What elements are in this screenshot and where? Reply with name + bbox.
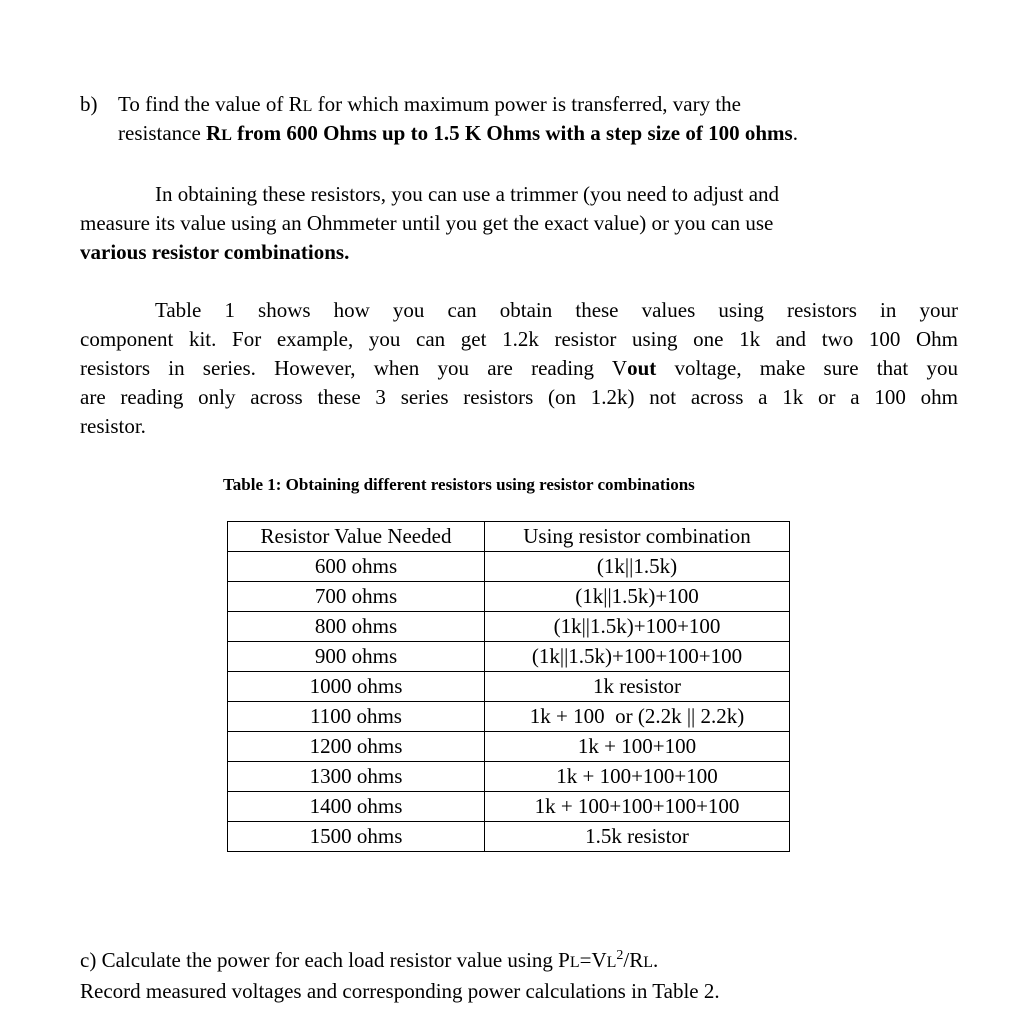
- table-cell: 800 ohms: [228, 612, 485, 642]
- section-c-line-2: Record measured voltages and corresponding power calculations in Table 2.: [80, 979, 720, 1003]
- section-b-line-2: resistance RL from 600 Ohms up to 1.5 K Ohms with a step size of 100 ohms.: [118, 121, 798, 145]
- table-cell: (1k||1.5k)+100+100+100: [485, 642, 790, 672]
- table-cell: 1.5k resistor: [485, 822, 790, 852]
- table-cell: 1k + 100+100+100+100: [485, 792, 790, 822]
- table-header-cell: Using resistor combination: [485, 522, 790, 552]
- paragraph-line: are reading only across these 3 series resistors (on 1.2k) not across a 1k or a 100 ohm: [80, 385, 958, 409]
- paragraph-line: In obtaining these resistors, you can use a trimmer (you need to adjust and: [155, 182, 780, 206]
- table-cell: 1300 ohms: [228, 762, 485, 792]
- table-header-row: [228, 522, 790, 552]
- table-cell: 1100 ohms: [228, 702, 485, 732]
- resistor-table: [227, 521, 790, 852]
- table-cell: (1k||1.5k)+100+100: [485, 612, 790, 642]
- table-row: [228, 552, 790, 582]
- table-row: [228, 792, 790, 822]
- section-c-line-1: c) Calculate the power for each load resistor value using $PL=VL^2/RL$.: [80, 948, 659, 972]
- paragraph-line: resistors in series. However, when you are reading Vout voltage, make sure that you: [80, 356, 958, 380]
- table-cell: 1000 ohms: [228, 672, 485, 702]
- table-cell: 1k resistor: [485, 672, 790, 702]
- table-row: [228, 702, 790, 732]
- table-cell: 600 ohms: [228, 552, 485, 582]
- paragraph-line: component kit. For example, you can get 1.2k resistor using one 1k and two 100 Ohm: [80, 327, 958, 351]
- paragraph-line: measure its value using an Ohmmeter until you get the exact value) or you can use: [80, 211, 774, 235]
- table-row: [228, 822, 790, 852]
- table-cell: 700 ohms: [228, 582, 485, 612]
- table-header-cell: Resistor Value Needed: [228, 522, 485, 552]
- paragraph-table-intro: [80, 296, 958, 441]
- table-row: [228, 582, 790, 612]
- section-c: [80, 946, 720, 1006]
- table-cell: 1k + 100 or (2.2k || 2.2k): [485, 702, 790, 732]
- table-row: [228, 612, 790, 642]
- table-row: [228, 762, 790, 792]
- paragraph-line-bold: various resistor combinations.: [80, 240, 350, 264]
- table-cell: 1k + 100+100+100: [485, 762, 790, 792]
- paragraph-line: resistor.: [80, 414, 146, 438]
- table-cell: 1500 ohms: [228, 822, 485, 852]
- table-cell: 1200 ohms: [228, 732, 485, 762]
- table-cell: (1k||1.5k)+100: [485, 582, 790, 612]
- table-row: [228, 732, 790, 762]
- table-cell: (1k||1.5k): [485, 552, 790, 582]
- table-caption: Table 1: Obtaining different resistors using resistor combinations: [223, 475, 695, 494]
- table-row: [228, 672, 790, 702]
- section-b-label: b): [80, 92, 98, 116]
- table-cell: 1k + 100+100: [485, 732, 790, 762]
- section-b-line-1: To find the value of RL for which maximum power is transferred, vary the: [118, 92, 741, 116]
- table-row: [228, 642, 790, 672]
- paragraph-trimmer: [80, 180, 958, 267]
- table-cell: 1400 ohms: [228, 792, 485, 822]
- table-cell: 900 ohms: [228, 642, 485, 672]
- paragraph-line: Table 1 shows how you can obtain these values using resistors in your: [155, 298, 958, 322]
